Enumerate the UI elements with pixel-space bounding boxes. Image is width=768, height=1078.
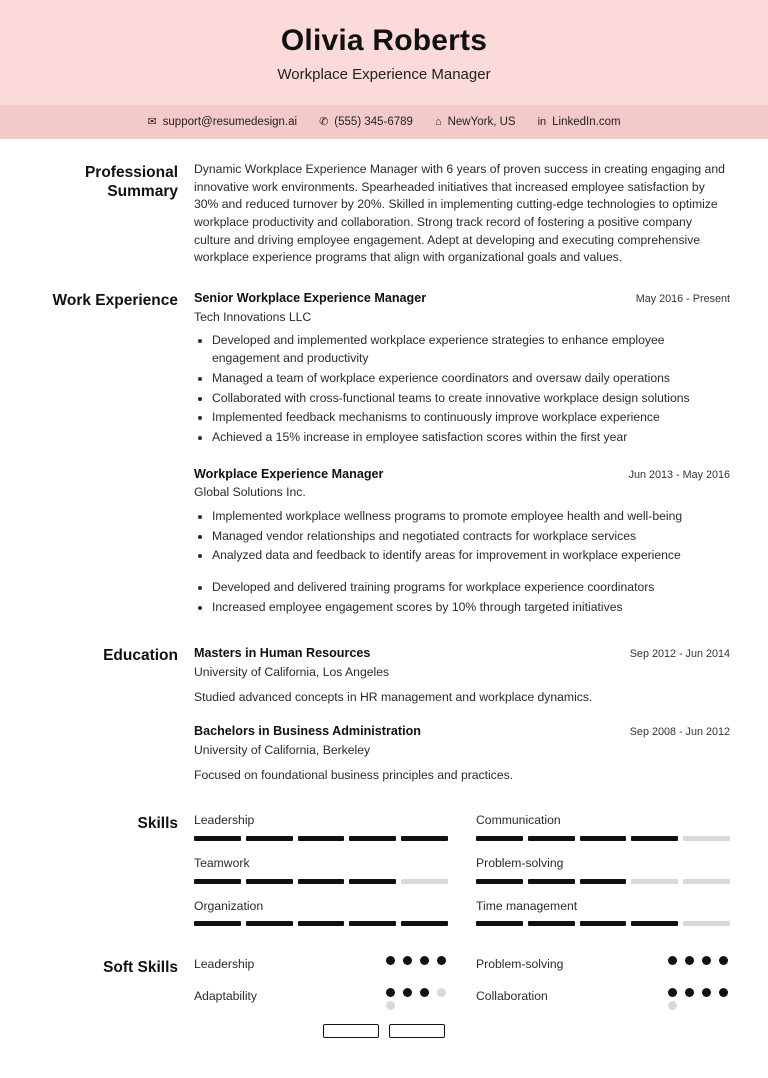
skill-name: Leadership: [194, 813, 255, 828]
footer-placeholder-chips: [38, 1010, 730, 1038]
page-title: Olivia Roberts: [280, 24, 488, 57]
rating-dot: [386, 988, 395, 997]
work-org: Global Solutions Inc.: [194, 485, 306, 500]
skill-segment: [580, 879, 627, 884]
skill-segment: [349, 836, 396, 841]
chip-left: [323, 1024, 379, 1038]
rating-dot: [420, 988, 429, 997]
skills-grid: [194, 812, 730, 926]
skill-rating-bar: [476, 836, 730, 841]
rating-dot: [719, 988, 728, 997]
contact-linkedin-text: LinkedIn.com: [552, 116, 621, 128]
contact-email[interactable]: [147, 116, 297, 128]
section-professional-summary: [38, 139, 730, 267]
rating-dot: [702, 956, 711, 965]
soft-skill-name: Collaboration: [476, 989, 548, 1004]
job-title: Workplace Experience Manager: [277, 66, 491, 83]
soft-skills-grid: [194, 956, 730, 1010]
work-entry: [194, 289, 730, 446]
soft-skill-name: Problem-solving: [476, 957, 564, 972]
resume-header: [0, 0, 768, 105]
skill-segment: [194, 836, 241, 841]
skill-segment: [580, 921, 627, 926]
skill-segment: [401, 921, 448, 926]
education-entry: [194, 644, 730, 706]
skill-item: [476, 898, 730, 927]
soft-skill-item: [476, 956, 730, 974]
section-soft-skills: [38, 926, 730, 1010]
skill-segment: [401, 836, 448, 841]
rating-dot: [668, 956, 677, 965]
contact-linkedin[interactable]: [538, 116, 621, 128]
section-label-soft-skills: Soft Skills: [103, 959, 178, 977]
soft-skill-item: [194, 988, 448, 1010]
skill-segment: [683, 921, 730, 926]
work-role: Workplace Experience Manager: [194, 466, 384, 481]
rating-dot: [702, 988, 711, 997]
contact-bar: [0, 105, 768, 139]
skill-segment: [683, 836, 730, 841]
soft-skill-name: Adaptability: [194, 989, 258, 1004]
skill-name: Teamwork: [194, 856, 250, 871]
section-label-work: Work Experience: [52, 292, 178, 310]
education-entry: [194, 722, 730, 784]
work-bullet: • Implemented feedback mechanisms to continuously improve workplace experience: [212, 409, 730, 427]
skill-rating-bar: [194, 836, 448, 841]
work-bullet: • Increased employee engagement scores by 10% through targeted initiatives: [212, 599, 730, 617]
rating-dot: [403, 988, 412, 997]
skill-item: [194, 812, 448, 841]
work-entry: [194, 465, 730, 617]
section-label-education: Education: [103, 647, 178, 665]
skill-segment: [631, 879, 678, 884]
skill-segment: [476, 921, 523, 926]
skill-name: Communication: [476, 813, 561, 828]
soft-skill-item: [476, 988, 730, 1010]
rating-dot: [420, 956, 429, 965]
skill-segment: [194, 879, 241, 884]
work-bullet: • Implemented workplace wellness programs to promote employee health and well-being: [212, 508, 730, 526]
work-bullets: [194, 508, 730, 616]
rating-dot: [386, 956, 395, 965]
soft-skill-dots: [668, 956, 730, 965]
skill-item: [476, 812, 730, 841]
skill-segment: [528, 879, 575, 884]
skill-segment: [246, 879, 293, 884]
skill-segment: [349, 921, 396, 926]
resume-body: [0, 139, 768, 1038]
soft-skill-dots: [386, 956, 448, 965]
contact-location-text: NewYork, US: [447, 116, 516, 128]
rating-dot: [668, 1001, 677, 1010]
education-dates: Sep 2008 - Jun 2012: [629, 726, 730, 739]
skill-segment: [401, 879, 448, 884]
rating-dot: [668, 988, 677, 997]
work-bullet: • Analyzed data and feedback to identify areas for improvement in workplace experience: [212, 547, 730, 565]
skill-item: [194, 898, 448, 927]
rating-dot: [719, 956, 728, 965]
skill-segment: [631, 836, 678, 841]
skill-segment: [298, 921, 345, 926]
skill-segment: [476, 836, 523, 841]
skill-segment: [194, 921, 241, 926]
skill-segment: [298, 879, 345, 884]
contact-email-text: support@resumedesign.ai: [162, 116, 298, 128]
linkedin-icon: in: [537, 115, 547, 128]
rating-dot: [437, 956, 446, 965]
skill-rating-bar: [194, 879, 448, 884]
skill-segment: [246, 836, 293, 841]
work-org: Tech Innovations LLC: [194, 309, 312, 324]
skill-segment: [683, 879, 730, 884]
work-role: Senior Workplace Experience Manager: [194, 291, 427, 306]
skill-segment: [298, 836, 345, 841]
work-bullets: [194, 332, 730, 446]
skill-segment: [528, 836, 575, 841]
section-label-summary: Professional Summary: [84, 164, 178, 201]
work-bullet: • Collaborated with cross-functional teams to create innovative workplace design solutions: [212, 390, 730, 408]
skill-segment: [580, 836, 627, 841]
work-bullet: • Developed and implemented workplace experience strategies to enhance employee engagement and productivity: [212, 332, 730, 367]
education-description: Studied advanced concepts in HR management and workplace dynamics.: [194, 689, 593, 704]
work-bullet: • Managed a team of workplace experience coordinators and oversaw daily operations: [212, 370, 730, 388]
soft-skill-item: [194, 956, 448, 974]
skill-name: Organization: [194, 898, 264, 913]
skill-item: [476, 855, 730, 884]
section-work-experience: [38, 267, 730, 618]
work-bullet: • Managed vendor relationships and negotiated contracts for workplace services: [212, 528, 730, 546]
rating-dot: [386, 1001, 395, 1010]
education-description: Focused on foundational business principles and practices.: [194, 767, 514, 782]
skill-rating-bar: [476, 921, 730, 926]
rating-dot: [685, 956, 694, 965]
skill-segment: [631, 921, 678, 926]
rating-dot: [437, 988, 446, 997]
education-school: University of California, Los Angeles: [194, 664, 390, 679]
envelope-icon: ✉: [147, 115, 157, 128]
education-degree: Bachelors in Business Administration: [194, 724, 421, 739]
skill-name: Problem-solving: [476, 856, 564, 871]
rating-dot: [685, 988, 694, 997]
phone-icon: ✆: [319, 115, 329, 128]
skill-rating-bar: [476, 879, 730, 884]
skill-rating-bar: [194, 921, 448, 926]
work-dates: May 2016 - Present: [635, 293, 730, 306]
skill-segment: [528, 921, 575, 926]
skill-segment: [246, 921, 293, 926]
soft-skill-name: Leadership: [194, 957, 255, 972]
soft-skill-dots: [386, 988, 448, 1010]
skill-item: [194, 855, 448, 884]
section-skills: [38, 784, 730, 926]
rating-dot: [403, 956, 412, 965]
soft-skill-dots: [668, 988, 730, 1010]
education-dates: Sep 2012 - Jun 2014: [629, 648, 730, 661]
work-bullet: • Developed and delivered training programs for workplace experience coordinators: [212, 579, 730, 597]
summary-text: Dynamic Workplace Experience Manager with 6 years of proven success in creating engaging and innovative work environments. Spearheaded initiatives that increased employee satisfaction by 30% and reduced turnover by 20%. Skilled in implementing cutting-edge technologies to optimize workplace productivity and collaboration. Strong track record of fostering a positive company culture and driving employee engagement. Adept at developing and executing comprehensive workplace experience programs that align with organizational goals and values.: [194, 162, 725, 265]
education-school: University of California, Berkeley: [194, 743, 371, 757]
location-icon: ⌂: [434, 115, 442, 128]
chip-right: [389, 1024, 445, 1038]
work-bullet: • Achieved a 15% increase in employee satisfaction scores within the first year: [212, 429, 730, 447]
education-degree: Masters in Human Resources: [194, 646, 371, 661]
skill-name: Time management: [476, 898, 578, 913]
contact-phone[interactable]: [319, 116, 413, 128]
skill-segment: [476, 879, 523, 884]
section-education: [38, 618, 730, 784]
contact-location: [435, 116, 516, 128]
skill-segment: [349, 879, 396, 884]
work-dates: Jun 2013 - May 2016: [628, 468, 730, 481]
contact-phone-text: (555) 345-6789: [334, 116, 413, 128]
section-label-skills: Skills: [137, 815, 178, 833]
